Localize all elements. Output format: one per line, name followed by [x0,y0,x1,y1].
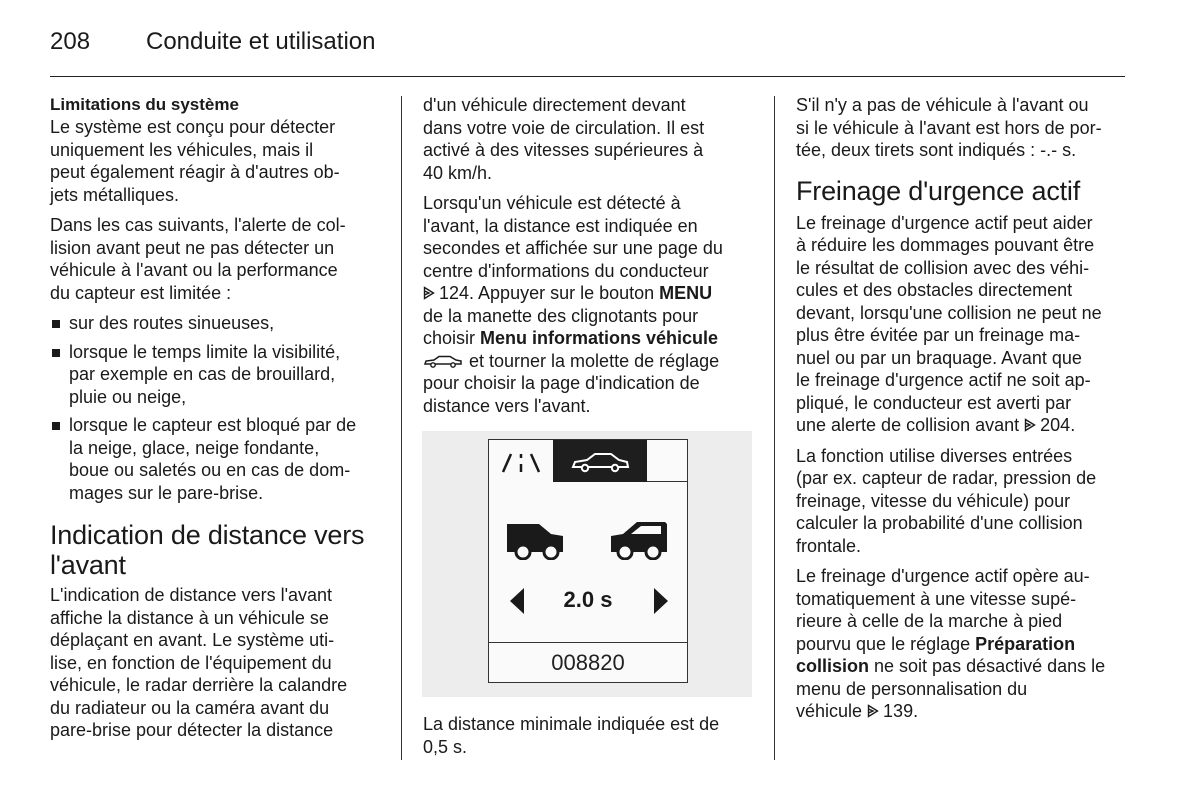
section-heading-distance-indication: Indication de distance vers l'avant [50,520,365,580]
distance-value: 2.0 s [563,587,613,612]
driver-info-display [488,439,688,683]
column-divider [401,96,402,760]
bullet-square-icon [52,320,60,328]
forward-distance-display-figure [422,431,752,697]
list-item-text: sur des routes sinueuses, [69,313,275,333]
paragraph: La fonction utilise diverses entrées (par ex. capteur de radar, pression de freinage, vitesse du véhicule) pour calculer la probabilité d'une collision frontale. [796,445,1097,556]
paragraph [796,212,1130,437]
tab-car-selected [553,440,647,482]
paragraph-text: 139. [883,701,919,721]
list-item [50,414,384,504]
column-right [796,94,1130,731]
own-car-front-icon [605,510,675,560]
page-reference-arrow-icon [1024,418,1036,432]
car-tab-icon [553,440,647,482]
menu-button-label: MENU [659,283,713,303]
section-subheading-limitations: Limitations du système [50,95,239,114]
paragraph-text: ne soit pas désactivé dans le menu de personnalisation du véhicule [796,656,1106,721]
lead-car-rear-icon [501,510,571,560]
paragraph: Dans les cas suivants, l'alerte de col- lision avant peut ne pas détecter un véhicule à l'avant ou la performance du capteur est limitée : [50,215,346,303]
page-reference-arrow-icon [867,704,879,718]
paragraph-text: 204. [1040,415,1076,435]
list-item-text: lorsque le capteur est bloqué par de la neige, glace, neige fondante, boue ou saletés ou en cas de dom- mages sur le pare-brise. [69,415,357,503]
bullet-list [50,312,384,504]
page-reference-arrow-icon [423,286,435,300]
page-header [50,24,1125,77]
column-middle [423,94,759,766]
paragraph-text: Le freinage d'urgence actif peut aider à réduire les dommages pouvant être le résultat de collision avec des véhi- cules et des obstacles directement devant, lorsqu'une collision ne peut ne plus être évitée par un freinage ma- nuel ou par un braquage. Avant que le freinage d'urgence actif ne soit ap- pliqué, le conducteur est averti par une alerte de collision avant [796,212,1102,435]
paragraph-text: 124. Appuyer sur le bouton [439,283,660,303]
figure-caption: La distance minimale indiquée est de 0,5 s. [423,714,720,757]
odometer-value: 008820 [551,650,625,675]
page-title: Conduite et utilisation [146,28,376,55]
collision-preparation-setting-label: Préparation collision [796,633,1076,676]
vehicle-info-menu-label: Menu informations véhicule [480,328,719,348]
car-icon [423,354,463,368]
paragraph: Le système est conçu pour détecter uniquement les véhicules, mais il peut également réagir à d'autres ob- jets métalliques. [50,117,340,205]
section-heading-emergency-braking: Freinage d'urgence actif [796,175,1081,206]
list-item-text: lorsque le temps limite la visibilité, par exemple en cas de brouillard, pluie ou neige, [69,341,341,407]
column-divider [774,96,775,760]
page-number: 208 [50,28,91,55]
list-item [50,341,384,409]
arrow-right-icon [651,586,671,616]
paragraph-text: Le freinage d'urgence actif opère au- tomatiquement à une vitesse supé- rieure à celle de la marche à pied pourvu que le réglage [796,566,1090,654]
tab-divider [647,481,687,482]
list-item [50,312,384,335]
odometer-divider [489,642,687,643]
paragraph: S'il n'y a pas de véhicule à l'avant ou si le véhicule à l'avant est hors de por- tée, deux tirets sont indiqués : -.- s. [796,95,1102,160]
paragraph: L'indication de distance vers l'avant affiche la distance à un véhicule se déplaçant en avant. Le système uti- lise, en fonction de l'équipement du véhicule, le radar derrière la calandre du radiateur ou la caméra avant du pare-brise pour détecter la distance [50,585,348,740]
paragraph-text: Lorsqu'un véhicule est détecté à l'avant, la distance est indiquée en secondes et affichée sur une page du centre d'informations du conducteur [423,193,723,281]
bullet-square-icon [52,349,60,357]
bullet-square-icon [52,422,60,430]
column-left [50,94,384,750]
paragraph: d'un véhicule directement devant dans votre voie de circulation. Il est activé à des vitesses supérieures à 40 km/h. [423,95,705,183]
road-lane-icon [489,440,553,482]
paragraph-text: de la manette des clignotants pour choisir [423,305,699,348]
paragraph [423,192,759,417]
paragraph [796,565,1130,723]
paragraph-text: et tourner la molette de réglage pour choisir la page d'indication de distance vers l'avant. [423,350,720,416]
